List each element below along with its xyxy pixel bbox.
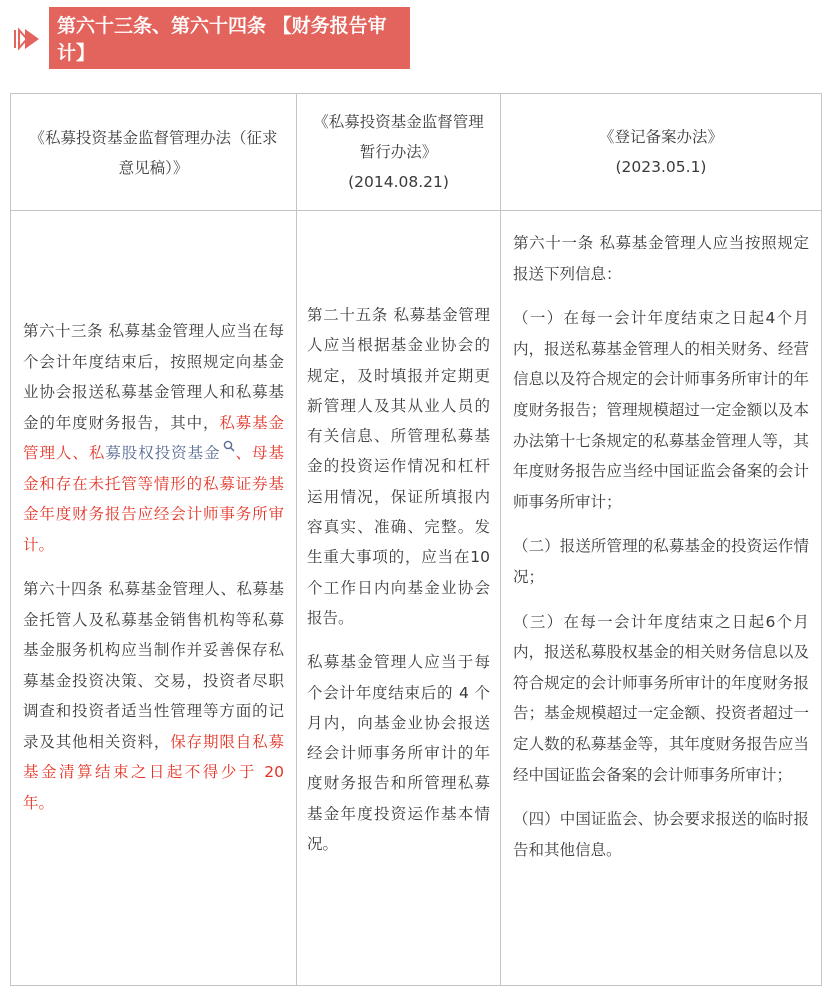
article-63-highlight: 私募基金管理人、私 <box>23 413 284 462</box>
article-25-paragraph: 第二十五条 私募基金管理人应当根据基金业协会的规定，及时填报并定期更新管理人及其从业人员的有关信息、所管理私募基金的投资运作情况和杠杆运用情况，保证所填报内容真实、准确、完整。发生重大事项的，应当在10个工作日内向基金业协会报告。 <box>307 306 490 627</box>
column-header-draft-measures <box>11 94 297 211</box>
column-header-title: 《私募投资基金监督管理暂行办法》 <box>313 113 484 161</box>
item-2-paragraph: （二）报送所管理的私募基金的投资运作情况； <box>513 537 809 586</box>
column-header-registration-measures <box>501 94 822 211</box>
pe-fund-link[interactable]: 募股权投资基金 <box>105 444 221 462</box>
column-header-interim-measures <box>297 94 501 211</box>
column-header-title: 《私募投资基金监督管理办法（征求意见稿）》 <box>29 129 278 177</box>
article-64-highlight: 保存期限自私募基金清算结束之日起不得少于 20 年。 <box>23 732 284 812</box>
article-63-text: 第六十三条 私募基金管理人应当在每个会计年度结束后，按照规定向基金业协会报送私募基金管理人和私募基金的年度财务报告，其中， <box>23 322 284 432</box>
search-icon[interactable] <box>223 440 235 452</box>
interim-measures-cell <box>297 211 501 986</box>
item-1-paragraph: （一）在每一会计年度结束之日起4个月内，报送私募基金管理人的相关财务、经营信息以及符合规定的会计师事务所审计的年度财务报告；管理规模超过一定金额以及本办法第十七条规定的私募基金管理人等，其年度财务报告应当经中国证监会备案的会计师事务所审计； <box>513 309 809 511</box>
registration-measures-cell <box>501 211 822 986</box>
article-61-paragraph: 第六十一条 私募基金管理人应当按照规定报送下列信息： <box>513 234 809 283</box>
article-63-highlight-2: 、母基金和存在未托管等情形的私募证券基金年度财务报告应经会计师事务所审计。 <box>23 444 284 554</box>
draft-measures-cell <box>11 211 297 986</box>
play-arrow-icon <box>13 26 41 52</box>
article-64-text: 第六十四条 私募基金管理人、私募基金托管人及私募基金销售机构等私募基金服务机构应当制作并妥善保存私募基金投资决策、交易，投资者尽职调查和投资者适当性管理等方面的记录及其他相关资料， <box>23 580 284 751</box>
item-3-paragraph: （三）在每一会计年度结束之日起6个月内，报送私募股权基金的相关财务信息以及符合规定的会计师事务所审计的年度财务报告；基金规模超过一定金额、投资者超过一定人数的私募基金等，其年度财务报告应当经中国证监会备案的会计师事务所审计； <box>513 612 809 784</box>
table-body-row <box>11 211 822 986</box>
column-header-title: 《登记备案办法》 <box>598 128 723 146</box>
column-header-date: (2014.08.21) <box>348 173 449 191</box>
column-header-date: (2023.05.1) <box>615 158 707 176</box>
comparison-table <box>10 93 822 986</box>
article-63-paragraph <box>23 316 284 560</box>
table-header-row <box>11 94 822 211</box>
section-title: 第六十三条、第六十四条 【财务报告审计】 <box>49 7 410 69</box>
annual-report-paragraph: 私募基金管理人应当于每个会计年度结束后的 4 个月内，向基金业协会报送经会计师事务所审计的年度财务报告和所管理私募基金年度投资运作基本情况。 <box>307 653 490 854</box>
article-64-paragraph <box>23 574 284 818</box>
item-4-paragraph: （四）中国证监会、协会要求报送的临时报告和其他信息。 <box>513 810 809 859</box>
